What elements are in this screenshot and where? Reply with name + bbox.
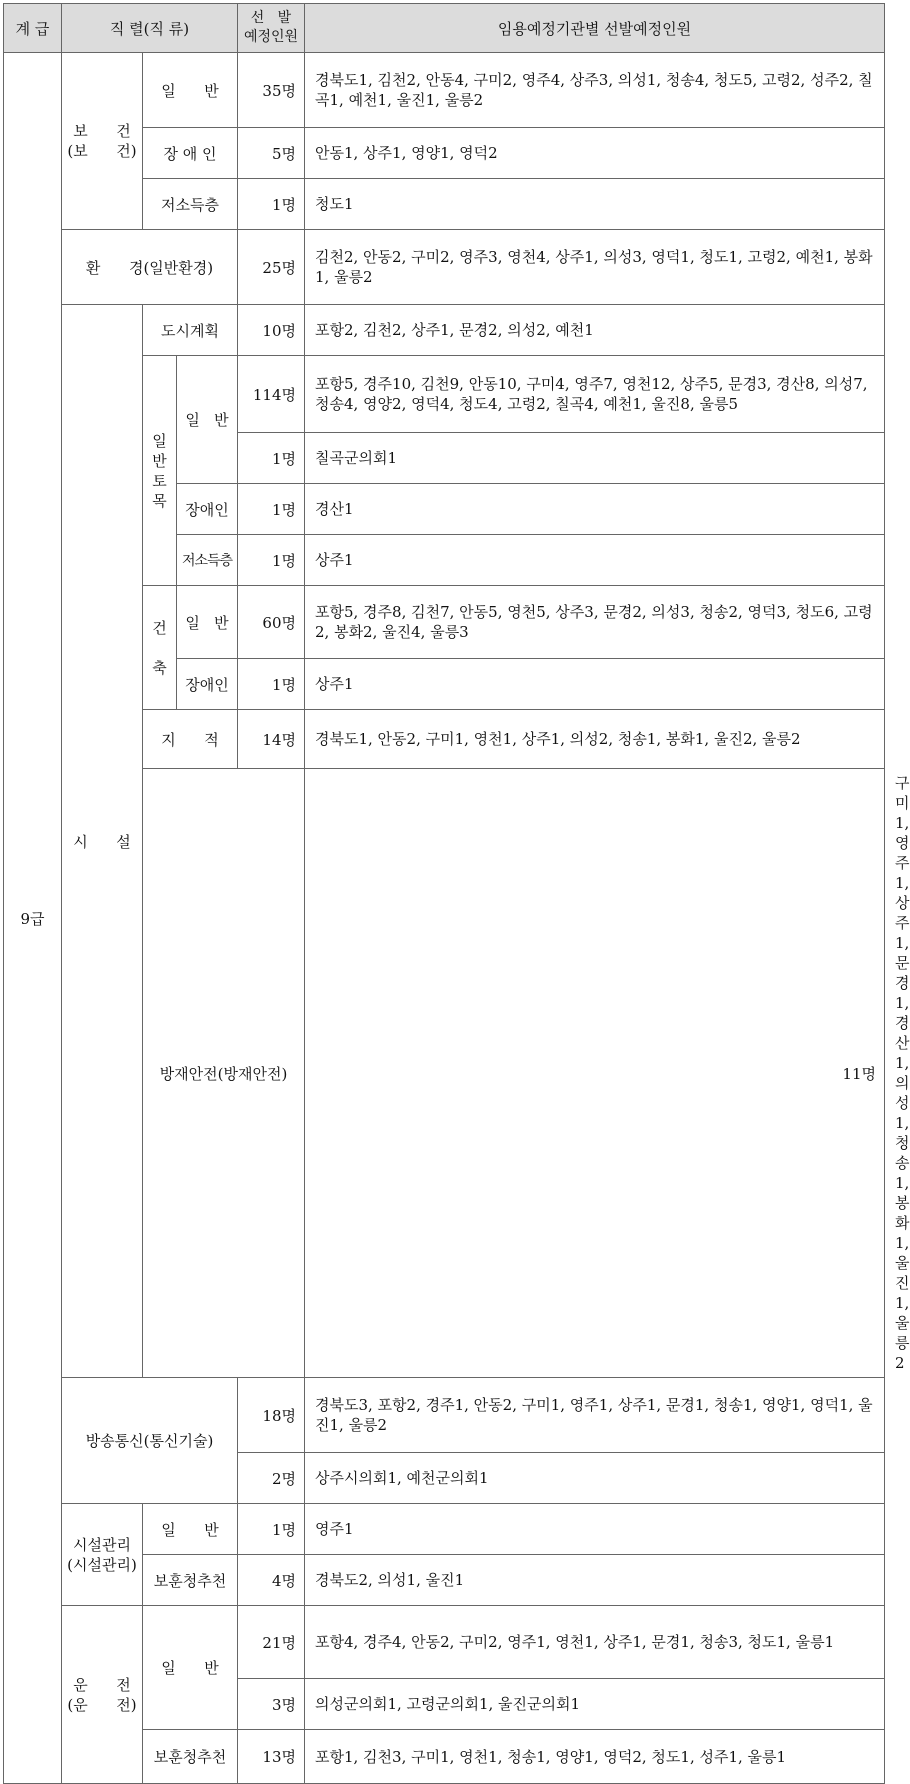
count-cell: 25명 bbox=[238, 230, 305, 305]
agencies-cell: 청도1 bbox=[305, 179, 885, 230]
type-cell: 장 애 인 bbox=[143, 128, 238, 179]
count-cell: 35명 bbox=[238, 53, 305, 128]
type-cell: 장애인 bbox=[177, 484, 238, 535]
group-fac-mgmt-line2: (시설관리) bbox=[67, 1555, 137, 1574]
agencies-cell: 포항5, 경주8, 김천7, 안동5, 영천5, 상주3, 문경2, 의성3, 청송2, 영덕3, 청도6, 고령2, 봉화2, 울진4, 울릉3 bbox=[305, 586, 885, 659]
agencies-cell: 경산1 bbox=[305, 484, 885, 535]
header-agencies: 임용예정기관별 선발예정인원 bbox=[305, 4, 885, 53]
header-grade: 계 급 bbox=[4, 4, 62, 53]
recruitment-table-container bbox=[3, 3, 910, 1766]
agencies-cell: 경북도1, 김천2, 안동4, 구미2, 영주4, 상주3, 의성1, 청송4, 청도5, 고령2, 성주2, 칠곡1, 예천1, 울진1, 울릉2 bbox=[305, 53, 885, 128]
table-row bbox=[4, 1606, 885, 1679]
group-facilities: 시 설 bbox=[62, 305, 143, 1378]
agencies-cell: 포항2, 김천2, 상주1, 문경2, 의성2, 예천1 bbox=[305, 305, 885, 356]
agencies-cell: 포항1, 김천3, 구미1, 영천1, 청송1, 영양1, 영덕2, 청도1, 성주1, 울릉1 bbox=[305, 1730, 885, 1784]
type-cell: 일 반 bbox=[177, 586, 238, 659]
group-general-civil: 일 반 토 목 bbox=[143, 356, 177, 586]
group-driving-line1: 운 전 bbox=[73, 1675, 131, 1694]
agencies-cell: 안동1, 상주1, 영양1, 영덕2 bbox=[305, 128, 885, 179]
recruitment-table bbox=[3, 3, 910, 1784]
count-cell: 21명 bbox=[238, 1606, 305, 1679]
group-environment: 환 경(일반환경) bbox=[62, 230, 238, 305]
agencies-cell: 경북도1, 안동2, 구미1, 영천1, 상주1, 의성2, 청송1, 봉화1, 울진2, 울릉2 bbox=[305, 710, 885, 769]
agencies-cell: 의성군의회1, 고령군의회1, 울진군의회1 bbox=[305, 1679, 885, 1730]
type-cell: 일 반 bbox=[143, 1504, 238, 1555]
type-cell: 보훈청추천 bbox=[143, 1555, 238, 1606]
group-fac-mgmt-line1: 시설관리 bbox=[73, 1535, 131, 1554]
agencies-cell: 상주1 bbox=[305, 535, 885, 586]
agencies-cell: 포항5, 경주10, 김천9, 안동10, 구미4, 영주7, 영천12, 상주5, 문경3, 경산8, 의성7, 청송4, 영양2, 영덕4, 청도4, 고령2, 칠곡4, 예천1, 울진8, 울릉5 bbox=[305, 356, 885, 433]
count-cell: 1명 bbox=[238, 535, 305, 586]
count-cell: 14명 bbox=[238, 710, 305, 769]
count-cell: 11명 bbox=[305, 769, 885, 1378]
type-cell: 장애인 bbox=[177, 659, 238, 710]
table-row: 방재안전(방재안전) 11명 구미1, 영주1, 상주1, 문경1, 경산1, 의성1, 청송1, 봉화1, 울진1, 울릉2 bbox=[4, 769, 885, 1378]
count-cell: 4명 bbox=[238, 1555, 305, 1606]
group-driving bbox=[62, 1606, 143, 1784]
table-header-row bbox=[4, 4, 885, 53]
count-cell: 13명 bbox=[238, 1730, 305, 1784]
count-cell: 1명 bbox=[238, 484, 305, 535]
agencies-cell: 상주시의회1, 예천군의회1 bbox=[305, 1453, 885, 1504]
table-row bbox=[4, 230, 885, 305]
group-health-line1: 보 건 bbox=[73, 122, 131, 140]
group-driving-line2: (운 전) bbox=[67, 1695, 137, 1714]
type-cell: 지 적 bbox=[143, 710, 238, 769]
count-cell: 18명 bbox=[238, 1378, 305, 1453]
type-cell: 보훈청추천 bbox=[143, 1730, 238, 1784]
table-row bbox=[4, 1504, 885, 1555]
header-count bbox=[238, 4, 305, 53]
agencies-cell: 상주1 bbox=[305, 659, 885, 710]
count-cell: 5명 bbox=[238, 128, 305, 179]
agencies-cell: 경북도2, 의성1, 울진1 bbox=[305, 1555, 885, 1606]
type-cell: 도시계획 bbox=[143, 305, 238, 356]
count-cell: 1명 bbox=[238, 659, 305, 710]
group-health-line2: (보 건) bbox=[67, 142, 137, 160]
count-cell: 10명 bbox=[238, 305, 305, 356]
agencies-cell: 칠곡군의회1 bbox=[305, 433, 885, 484]
group-architecture: 건 축 bbox=[143, 586, 177, 710]
count-cell: 3명 bbox=[238, 1679, 305, 1730]
agencies-cell: 김천2, 안동2, 구미2, 영주3, 영천4, 상주1, 의성3, 영덕1, 청도1, 고령2, 예천1, 봉화1, 울릉2 bbox=[305, 230, 885, 305]
agencies-cell: 경북도3, 포항2, 경주1, 안동2, 구미1, 영주1, 상주1, 문경1, 청송1, 영양1, 영덕1, 울진1, 울릉2 bbox=[305, 1378, 885, 1453]
header-count-line1: 선 발 bbox=[250, 10, 292, 26]
table-row bbox=[4, 1378, 885, 1453]
agencies-cell: 포항4, 경주4, 안동2, 구미2, 영주1, 영천1, 상주1, 문경1, 청송3, 청도1, 울릉1 bbox=[305, 1606, 885, 1679]
header-series: 직 렬(직 류) bbox=[62, 4, 238, 53]
type-cell: 저소득층 bbox=[177, 535, 238, 586]
table-row bbox=[4, 53, 885, 128]
group-broadcast: 방송통신(통신기술) bbox=[62, 1378, 238, 1504]
group-health bbox=[62, 53, 143, 230]
type-cell: 일 반 bbox=[143, 1606, 238, 1730]
count-cell: 1명 bbox=[238, 433, 305, 484]
header-count-line2: 예정인원 bbox=[243, 29, 299, 45]
type-cell: 일 반 bbox=[177, 356, 238, 484]
count-cell: 60명 bbox=[238, 586, 305, 659]
count-cell: 1명 bbox=[238, 1504, 305, 1555]
count-cell: 1명 bbox=[238, 179, 305, 230]
group-disaster: 방재안전(방재안전) bbox=[143, 769, 305, 1378]
type-cell: 저소득층 bbox=[143, 179, 238, 230]
grade-cell: 9급 bbox=[4, 53, 62, 1784]
group-fac-mgmt bbox=[62, 1504, 143, 1606]
table-row bbox=[4, 305, 885, 356]
count-cell: 2명 bbox=[238, 1453, 305, 1504]
agencies-cell: 영주1 bbox=[305, 1504, 885, 1555]
count-cell: 114명 bbox=[238, 356, 305, 433]
type-cell: 일 반 bbox=[143, 53, 238, 128]
